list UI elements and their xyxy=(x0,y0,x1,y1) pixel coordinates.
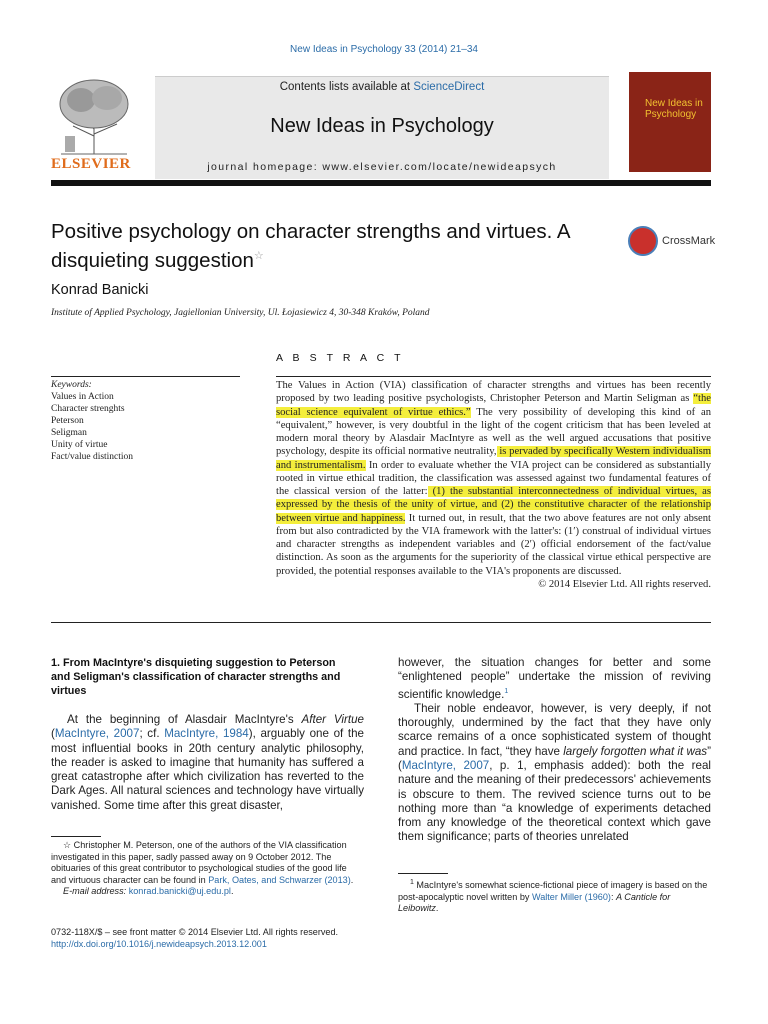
abstract-segment: The very possibility of developing this kind of an “equivalent,” however, is very doubtful in the light of the cogent criticism that has been leveled at modern moral theory by Alasdair MacIntyre as well as the well argued accusations that positive psychology, despite its official normative neutrality, xyxy=(276,406,712,458)
book-title: A Canticle for Leibowitz xyxy=(398,891,671,914)
body-paragraph xyxy=(398,656,711,702)
abstract-copyright: © 2014 Elsevier Ltd. All rights reserved. xyxy=(538,578,711,590)
reference-link[interactable]: Walter Miller (1960) xyxy=(531,891,611,902)
book-title: After Virtue xyxy=(301,713,364,726)
body-paragraph xyxy=(398,702,711,845)
article-title xyxy=(51,220,611,273)
publisher-wordmark: ELSEVIER xyxy=(51,156,131,172)
keyword-item: Values in Action xyxy=(51,392,114,402)
text: however, the situation changes for better and some “enlightened people” undertake the mission of reviving scientific knowledge. xyxy=(398,656,711,701)
journal-citation[interactable]: New Ideas in Psychology 33 (2014) 21–34 xyxy=(290,44,478,55)
abstract-rule xyxy=(276,376,711,377)
abstract-segment: In order to evaluate whether the VIA project can be considered as substantially rooted in virtue ethical tradition, the classification was assessed against two fundamental features of the classical version of the latter: xyxy=(276,459,711,497)
emphasis: largely forgotten what it was xyxy=(563,744,708,758)
crossmark-badge[interactable] xyxy=(628,226,718,258)
reference-link[interactable]: MacIntyre, 2007 xyxy=(54,727,140,741)
masthead xyxy=(51,70,711,180)
abstract-highlight: “the social science equivalent of virtue ethics.” xyxy=(276,393,711,418)
footnote-rule xyxy=(51,836,101,837)
text: : xyxy=(610,891,617,902)
header-divider xyxy=(51,180,711,186)
abstract-bottom-rule xyxy=(51,622,711,623)
body-column-left xyxy=(51,713,364,813)
cover-title: New Ideas in Psychology xyxy=(645,98,703,120)
abstract-segment: It turned out, in result, that the two above features are not only absent from but also contradicted by the VIA framework with the latter's: (1′) construal of individual virtues and character strengths as independent variables and (2′) official endorsement of the fact/value distinction. As soon as the arguments for the superiority of the classical virtue ethical perspective are provided, the potential responses available to the VIA's proponents are discussed. xyxy=(276,512,711,577)
footnote-link[interactable]: 1 xyxy=(504,687,509,695)
journal-homepage[interactable]: journal homepage: www.elsevier.com/locate/newideapsych xyxy=(207,161,557,173)
text: ” ( xyxy=(398,744,711,772)
footnote-mark: 1 xyxy=(410,879,414,886)
abstract-text xyxy=(276,379,711,591)
abstract-highlight: is pervaded by specifically Western individualism and instrumentalism. xyxy=(276,446,711,471)
text: At the beginning of Alasdair MacIntyre's xyxy=(67,713,302,726)
keyword-item: Peterson xyxy=(51,416,84,426)
footnote-star xyxy=(51,840,364,898)
text: ), arguably one of the most influential books in 20th century analytic philosophy, the reader is asked to imagine that humanity has suffered a great catastrophe after which civilization has reverted to the Dark Ages. All natural sciences and technology have virtually vanished. Some time after this great disaster, xyxy=(51,727,364,812)
crossmark-icon xyxy=(628,226,658,256)
journal-banner xyxy=(155,76,609,179)
text: ; cf. xyxy=(139,727,165,741)
abstract-heading: A B S T R A C T xyxy=(276,352,405,364)
text: . xyxy=(230,886,234,896)
issn-line: 0732-118X/$ – see front matter © 2014 Elsevier Ltd. All rights reserved. xyxy=(51,927,339,937)
footnote-text xyxy=(51,840,364,886)
sciencedirect-link[interactable]: ScienceDirect xyxy=(413,81,485,93)
contents-line xyxy=(155,81,609,93)
journal-cover-image xyxy=(629,72,711,172)
footnote-mark: ☆ xyxy=(63,840,72,850)
email-label: E-mail address: xyxy=(63,886,129,896)
reference-link[interactable]: MacIntyre, 2007 xyxy=(401,758,490,772)
section-heading: 1. From MacIntyre's disquieting suggestion to Peterson and Seligman's classification of character strengths and virtues xyxy=(51,657,341,697)
abstract-highlight: (1) the substantial interconnectedness of individual virtues, as expressed by the thesis of the unity of virtue, and (2) the constitutive character of the relationship between virtue and happiness. xyxy=(276,486,712,524)
contents-prefix: Contents lists available at xyxy=(279,81,414,93)
footnote-1 xyxy=(398,877,711,915)
text: Their noble endeavor, however, is very deeply, if not thoroughly, undermined by the fact that they have only scarce remains of a once sophisticated system of thought and practice. In fact, “they have xyxy=(398,701,711,758)
body-paragraph xyxy=(51,713,364,813)
keyword-item: Character strenghts xyxy=(51,404,125,414)
title-footnote-mark[interactable]: ☆ xyxy=(253,250,264,262)
footnote-rule xyxy=(398,873,448,874)
keywords-heading: Keywords: xyxy=(51,380,92,390)
text: , p. 1, emphasis added): both the real nature and the meaning of their predecessors' achievements is obscure to them. The revived science turns out to be nothing more than “a knowledge of experiments detached from any knowledge of the theoretical context which gave them significance; parts of theories unrelated xyxy=(398,758,711,844)
footnote-text xyxy=(398,877,711,915)
abstract-segment: The Values in Action (VIA) classification of character strengths and virtues has been recently proposed by two leading positive psychologists, Christopher Peterson and Martin Seligman as xyxy=(276,380,711,405)
reference-link[interactable]: MacIntyre, 1984 xyxy=(164,727,249,741)
text: . xyxy=(435,903,439,914)
keyword-item: Unity of virtue xyxy=(51,440,108,450)
article-title-text: Positive psychology on character strengths and virtues. A disquieting suggestion xyxy=(51,220,570,272)
doi-link[interactable]: http://dx.doi.org/10.1016/j.newideapsych.2013.12.001 xyxy=(51,938,267,949)
email-link[interactable]: konrad.banicki@uj.edu.pl xyxy=(128,886,231,896)
author-affiliation: Institute of Applied Psychology, Jagiellonian University, Ul. Łojasiewicz 4, 30-348 Kraków, Poland xyxy=(51,308,430,318)
reference-link[interactable]: Park, Oates, and Schwarzer (2013) xyxy=(208,874,351,885)
text: . xyxy=(350,874,354,885)
author-name: Konrad Banicki xyxy=(51,282,149,298)
text: ( xyxy=(51,727,55,741)
email-line xyxy=(51,886,364,898)
keyword-item: Fact/value distinction xyxy=(51,452,134,462)
text: MacIntyre's somewhat science-fictional piece of imagery is based on the post-apocalyptic novel written by xyxy=(398,880,708,902)
keywords-rule xyxy=(51,376,240,377)
text: Christopher M. Peterson, one of the authors of the VIA classification investigated in this paper, sadly passed away on 9 October 2012. The obituaries of this great contributor to psychological studies of the good life and virtuous character can be found in xyxy=(51,840,347,885)
body-column-right xyxy=(398,656,711,845)
crossmark-label: CrossMark xyxy=(662,235,716,247)
keyword-item: Seligman xyxy=(51,428,87,438)
keywords-block xyxy=(51,379,133,463)
front-matter xyxy=(51,927,338,950)
journal-title: New Ideas in Psychology xyxy=(270,115,494,137)
